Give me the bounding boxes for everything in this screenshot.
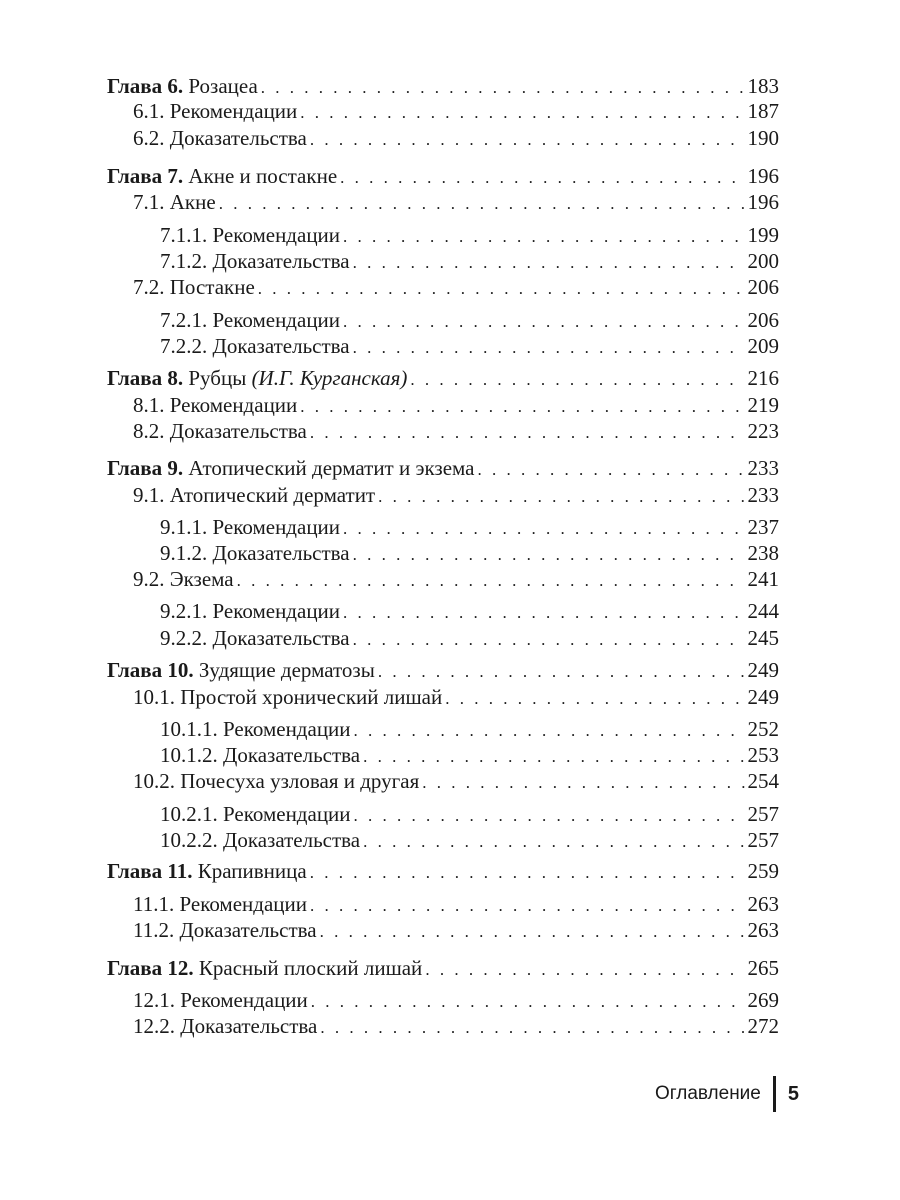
- toc-page-number: 249: [747, 685, 779, 709]
- entry-title-text: Крапивница: [197, 859, 307, 883]
- toc-page-number: 233: [747, 456, 779, 480]
- toc-page-number: 254: [747, 769, 779, 793]
- toc-page-number: 259: [747, 859, 779, 883]
- toc-entry-title: [160, 827, 360, 853]
- dot-leader: [310, 893, 745, 919]
- entry-title-text: 7.1.2. Доказательства: [160, 249, 350, 273]
- toc-section-entry: [107, 307, 779, 333]
- toc-entry-title: [160, 625, 350, 651]
- toc-section-entry: [107, 98, 779, 124]
- toc-entry-title: [107, 657, 375, 683]
- entry-title-text: 8.2. Доказательства: [133, 419, 307, 443]
- dot-leader: [219, 191, 745, 217]
- entry-title-text: Атопический дерматит и экзема: [188, 456, 475, 480]
- toc-page-number: 223: [747, 419, 779, 443]
- toc-entry-title: [160, 307, 340, 333]
- toc-page-number: 219: [747, 393, 779, 417]
- toc-entry-title: [160, 801, 351, 827]
- toc-chapter-entry: [107, 657, 779, 683]
- toc-entry-title: [160, 540, 350, 566]
- entry-title-text: Акне и постакне: [188, 164, 338, 188]
- toc-section-entry: [107, 333, 779, 359]
- dot-leader: [353, 627, 745, 653]
- entry-title-text: Красный плоский лишай: [198, 956, 423, 980]
- toc-chapter-entry: [107, 455, 779, 481]
- dot-leader: [300, 100, 744, 126]
- toc-section-entry: [107, 598, 779, 624]
- toc-chapter-entry: [107, 73, 779, 99]
- entry-title-text: 7.1. Акне: [133, 190, 216, 214]
- entry-title-text: 12.1. Рекомендации: [133, 988, 308, 1012]
- toc-chapter-entry: [107, 955, 779, 981]
- entry-title-text: 7.2. Постакне: [133, 275, 255, 299]
- toc-section-entry: [107, 742, 779, 768]
- entry-title-text: 11.1. Рекомендации: [133, 892, 307, 916]
- toc-entry-title: [160, 514, 340, 540]
- entry-title-text: 10.1.2. Доказательства: [160, 743, 361, 767]
- toc-section-entry: [107, 274, 779, 300]
- toc-entry-title: [160, 248, 350, 274]
- page-footer: [655, 1076, 799, 1112]
- toc-entry-title: [133, 987, 308, 1013]
- toc-section-entry: [107, 566, 779, 592]
- toc-section-entry: [107, 801, 779, 827]
- toc-page-number: 200: [747, 249, 779, 273]
- entry-title-text: 9.2.2. Доказательства: [160, 626, 350, 650]
- toc-page-number: 233: [747, 483, 779, 507]
- toc-page-number: 216: [747, 366, 779, 390]
- toc-entry-title: [160, 333, 350, 359]
- toc-entry-title: [107, 163, 337, 189]
- dot-leader: [363, 744, 744, 770]
- entry-title-text: Рубцы: [188, 366, 247, 390]
- toc-section-entry: [107, 625, 779, 651]
- dot-leader: [378, 484, 744, 510]
- toc-section-entry: [107, 248, 779, 274]
- toc-chapter-entry: [107, 858, 779, 884]
- toc-entry-title: [160, 742, 360, 768]
- entry-title-text: 7.2.2. Доказательства: [160, 334, 350, 358]
- running-header-section: Оглавление: [654, 1083, 761, 1104]
- entry-title-text: 12.2. Доказательства: [133, 1014, 318, 1038]
- toc-page-number: 263: [747, 918, 779, 942]
- toc-page-number: 241: [747, 567, 779, 591]
- toc-section-entry: [107, 891, 779, 917]
- toc-entry-title: [133, 274, 255, 300]
- toc-page-number: 252: [747, 717, 779, 741]
- entry-title-text: Розацеа: [188, 74, 258, 98]
- toc-entry-title: [160, 716, 351, 742]
- toc-section-entry: [107, 1013, 779, 1039]
- entry-title-text: 10.2. Почесуха узловая и другая: [133, 769, 420, 793]
- entry-title-text: 10.1.1. Рекомендации: [160, 717, 351, 741]
- toc-entry-title: [133, 98, 297, 124]
- dot-leader: [320, 1015, 744, 1041]
- toc-section-entry: [107, 540, 779, 566]
- toc-chapter-entry: [107, 163, 779, 189]
- toc-entry-title: [160, 222, 340, 248]
- dot-leader: [343, 224, 744, 250]
- entry-title-text: 8.1. Рекомендации: [133, 393, 298, 417]
- toc-entry-title: [107, 455, 475, 481]
- dot-leader: [425, 957, 744, 983]
- entry-title-text: 6.2. Доказательства: [133, 126, 307, 150]
- toc-section-entry: [107, 222, 779, 248]
- toc-page-number: 199: [747, 223, 779, 247]
- dot-leader: [310, 860, 745, 886]
- toc-entry-title: [160, 598, 340, 624]
- entry-title-text: 10.2.1. Рекомендации: [160, 802, 351, 826]
- chapter-number: Глава 10.: [107, 658, 194, 682]
- chapter-number: Глава 11.: [107, 859, 193, 883]
- toc-section-entry: [107, 125, 779, 151]
- chapter-number: Глава 8.: [107, 366, 184, 390]
- dot-leader: [445, 686, 744, 712]
- entry-title-text: 9.1.2. Доказательства: [160, 541, 350, 565]
- toc-entry-title: [133, 482, 375, 508]
- toc-entry-title: [107, 858, 307, 884]
- toc-page-number: 245: [747, 626, 779, 650]
- toc-entry-title: [133, 891, 307, 917]
- entry-title-text: 10.2.2. Доказательства: [160, 828, 361, 852]
- entry-title-text: 9.2.1. Рекомендации: [160, 599, 341, 623]
- toc-page-number: 249: [747, 658, 779, 682]
- dot-leader: [310, 420, 745, 446]
- toc-entry-title: [133, 392, 297, 418]
- toc-entry-title: [133, 917, 317, 943]
- page-number: 5: [787, 1082, 799, 1105]
- toc-page-number: 183: [747, 74, 779, 98]
- toc-page-number: 263: [747, 892, 779, 916]
- dot-leader: [354, 718, 745, 744]
- entry-title-text: 11.2. Доказательства: [133, 918, 317, 942]
- toc-entry-title: [133, 189, 216, 215]
- chapter-number: Глава 7.: [107, 164, 184, 188]
- toc-entry-title: [107, 365, 407, 391]
- toc-entry-title: [133, 418, 307, 444]
- dot-leader: [378, 659, 745, 685]
- toc-page-number: 187: [747, 99, 779, 123]
- dot-leader: [311, 989, 745, 1015]
- toc-section-entry: [107, 189, 779, 215]
- dot-leader: [258, 276, 745, 302]
- toc-page-number: 253: [747, 743, 779, 767]
- toc-section-entry: [107, 482, 779, 508]
- entry-title-text: 7.2.1. Рекомендации: [160, 308, 341, 332]
- toc-page-number: 257: [747, 802, 779, 826]
- toc-section-entry: [107, 684, 779, 710]
- chapter-number: Глава 12.: [107, 956, 194, 980]
- toc-page-number: 209: [747, 334, 779, 358]
- toc-section-entry: [107, 768, 779, 794]
- toc-section-entry: [107, 392, 779, 418]
- toc-page-number: 206: [747, 308, 779, 332]
- toc-entry-title: [107, 955, 422, 981]
- dot-leader: [343, 600, 744, 626]
- dot-leader: [343, 516, 744, 542]
- toc-entry-title: [107, 73, 258, 99]
- entry-title-text: 9.1.1. Рекомендации: [160, 515, 341, 539]
- toc-entry-title: [133, 1013, 317, 1039]
- toc-page-number: 272: [747, 1014, 779, 1038]
- dot-leader: [422, 770, 744, 796]
- toc-section-entry: [107, 987, 779, 1013]
- entry-title-text: Зудящие дерматозы: [198, 658, 375, 682]
- toc-page-number: 190: [747, 126, 779, 150]
- dot-leader: [353, 250, 745, 276]
- dot-leader: [343, 309, 744, 335]
- dot-leader: [353, 542, 745, 568]
- toc-page-number: 206: [747, 275, 779, 299]
- dot-leader: [410, 367, 744, 393]
- toc-page-number: 196: [747, 190, 779, 214]
- dot-leader: [354, 803, 745, 829]
- dot-leader: [300, 394, 744, 420]
- toc-entry-title: [133, 566, 234, 592]
- entry-title-text: 7.1.1. Рекомендации: [160, 223, 341, 247]
- toc-page-number: 257: [747, 828, 779, 852]
- toc-page-number: 269: [747, 988, 779, 1012]
- toc-entry-title: [133, 768, 419, 794]
- entry-title-text: 10.1. Простой хронический лишай: [133, 685, 443, 709]
- toc-chapter-entry: [107, 365, 779, 391]
- toc-section-entry: [107, 514, 779, 540]
- dot-leader: [478, 457, 745, 483]
- toc-page-number: 244: [747, 599, 779, 623]
- toc-entry-title: [133, 125, 307, 151]
- dot-leader: [363, 829, 744, 855]
- toc-section-entry: [107, 716, 779, 742]
- toc-section-entry: [107, 418, 779, 444]
- dot-leader: [310, 127, 745, 153]
- toc-entry-title: [133, 684, 442, 710]
- chapter-number: Глава 6.: [107, 74, 184, 98]
- toc-page-number: 265: [747, 956, 779, 980]
- entry-title-text: 9.2. Экзема: [133, 567, 234, 591]
- dot-leader: [340, 165, 744, 191]
- toc-section-entry: [107, 827, 779, 853]
- toc-page-number: 237: [747, 515, 779, 539]
- chapter-number: Глава 9.: [107, 456, 184, 480]
- entry-title-text: 6.1. Рекомендации: [133, 99, 298, 123]
- toc-page-number: 238: [747, 541, 779, 565]
- entry-title-text: 9.1. Атопический дерматит: [133, 483, 376, 507]
- dot-leader: [237, 568, 745, 594]
- entry-author: (И.Г. Курганская): [251, 366, 408, 390]
- dot-leader: [353, 335, 745, 361]
- toc-section-entry: [107, 917, 779, 943]
- dot-leader: [320, 919, 745, 945]
- toc-page-number: 196: [747, 164, 779, 188]
